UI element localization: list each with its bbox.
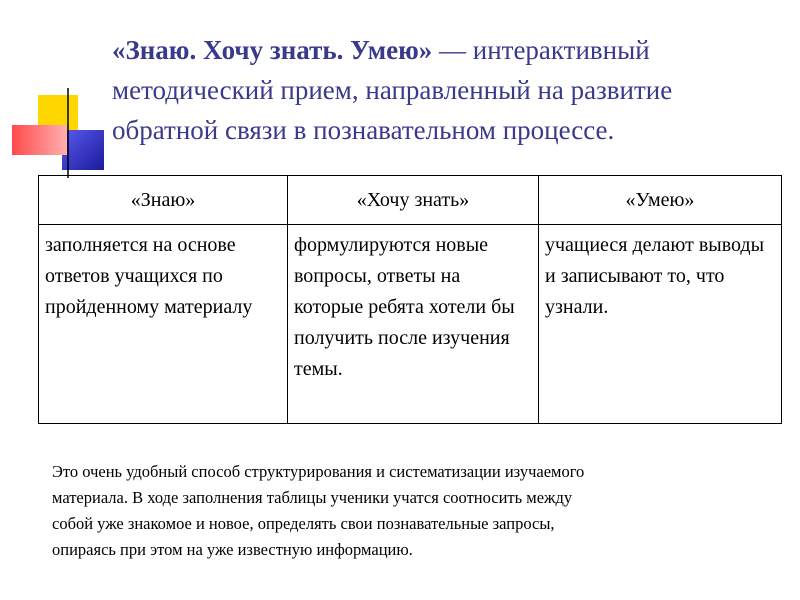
header-can-do: «Умею»	[539, 176, 782, 225]
kwl-table	[38, 175, 782, 424]
cell-want-to-know: формулируются новые вопросы, ответы на которые ребята хотели бы получить после изучения темы.	[288, 225, 539, 424]
title-rest: — интерактивный методический прием, направленный на развитие обратной связи в познавательном процессе.	[112, 35, 673, 145]
table-header-row	[39, 176, 782, 225]
slide-title	[112, 30, 782, 150]
header-want-to-know: «Хочу знать»	[288, 176, 539, 225]
header-know: «Знаю»	[39, 176, 288, 225]
title-lead: «Знаю. Хочу знать. Умею»	[112, 35, 433, 65]
note-line: материала. В ходе заполнения таблицы ученики учатся соотносить между	[52, 488, 573, 507]
explanatory-note	[52, 459, 792, 563]
red-square	[12, 125, 67, 155]
note-line: собой уже знакомое и новое, определять свои познавательные запросы,	[52, 514, 555, 533]
note-line: Это очень удобный способ структурирования и систематизации изучаемого	[52, 462, 585, 481]
cell-can-do: учащиеся делают выводы и записывают то, что узнали.	[539, 225, 782, 424]
note-line: опираясь при этом на уже известную информацию.	[52, 540, 413, 559]
cell-know: заполняется на основе ответов учащихся по пройденному материалу	[39, 225, 288, 424]
table-row	[39, 225, 782, 424]
